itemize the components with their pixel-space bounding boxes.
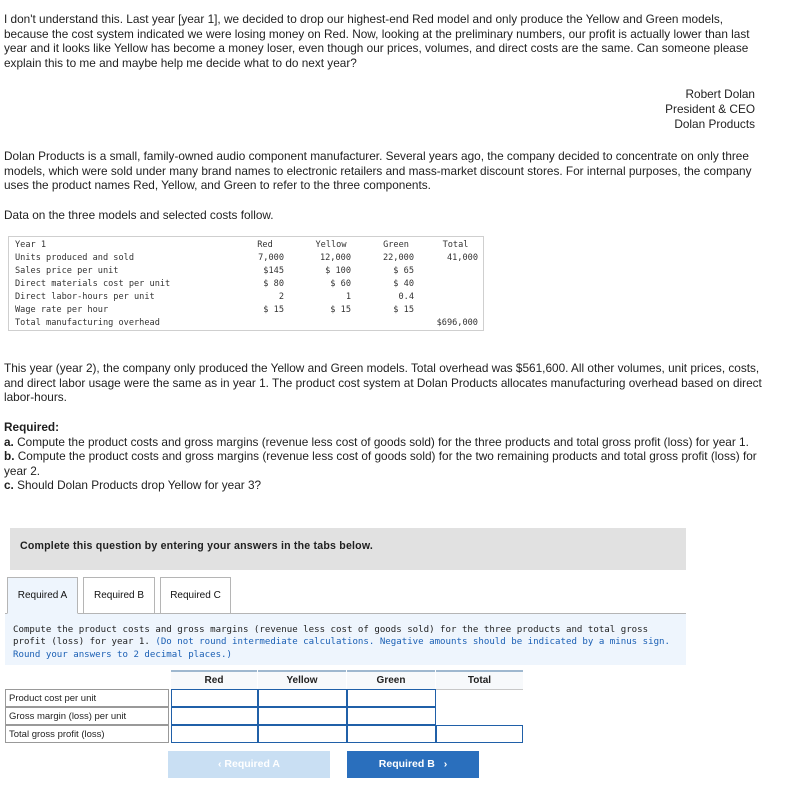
required-b-label: b.	[4, 449, 15, 464]
required-a-text: Compute the product costs and gross margins (revenue less cost of goods sold) for the three products and total gross profit (loss) for year 1.	[13, 434, 749, 449]
prev-button-label: Required A	[224, 758, 281, 770]
row-label: Units produced and sold	[15, 253, 134, 263]
header-yellow: Yellow	[315, 240, 347, 250]
input-product-cost-red[interactable]	[171, 689, 258, 707]
input-gross-profit-yellow[interactable]	[258, 725, 347, 743]
next-required-b-button[interactable]	[347, 751, 479, 778]
signature-block	[665, 87, 755, 132]
tab-required-c[interactable]: Required C	[160, 577, 231, 614]
cell-red: 2	[278, 292, 284, 302]
input-gross-margin-red[interactable]	[171, 707, 258, 725]
cell-green: $ 15	[393, 305, 414, 315]
input-product-cost-green[interactable]	[347, 689, 436, 707]
tab-instruction-panel	[5, 613, 686, 665]
required-section	[4, 420, 764, 493]
required-b	[4, 449, 764, 478]
prev-required-a-button[interactable]	[168, 751, 330, 778]
cell-yellow: 12,000	[319, 253, 351, 263]
required-a-label: a.	[4, 434, 14, 449]
cell-green: $ 40	[393, 279, 414, 289]
row-label-product-cost: Product cost per unit	[5, 689, 169, 707]
column-header-yellow: Yellow	[258, 670, 346, 690]
input-product-cost-yellow[interactable]	[258, 689, 347, 707]
cell-yellow: 1	[345, 292, 351, 302]
row-label: Total manufacturing overhead	[15, 318, 160, 328]
cell-yellow: $ 60	[330, 279, 351, 289]
row-label: Direct labor-hours per unit	[15, 292, 155, 302]
signature-title: President & CEO	[665, 102, 755, 116]
required-c-label: c.	[4, 478, 14, 493]
data-intro: Data on the three models and selected costs follow.	[4, 208, 274, 222]
ceo-complaint: I don't understand this. Last year [year 1], we decided to drop our highest-end Red model and only produce the Yellow and Green models, because the cost system indicated we were losing money on Red. Now, looking at the preliminary numbers, our profit is actually lower than last year and it looks like Yellow has become a money loser, even though our prices, volumes, and direct costs are the same. Can someone please explain this to me and maybe help me decide what to do next year?	[4, 12, 750, 70]
required-c	[4, 478, 764, 493]
cell-yellow: $ 100	[325, 266, 351, 276]
next-button-label: Required B	[378, 758, 435, 770]
banner-text: Complete this question by entering your answers in the tabs below.	[20, 540, 374, 552]
header-green: Green	[383, 240, 409, 250]
column-header-total: Total	[436, 670, 523, 690]
chevron-right-icon: ›	[443, 758, 448, 770]
cell-green: 0.4	[398, 292, 414, 302]
cell-yellow: $ 15	[330, 305, 351, 315]
instruction-note: (Do not round intermediate calculations. Negative amounts should be indicated by a minus sign. Round your answers to 2 decimal places.)	[13, 637, 670, 660]
header-total: Total	[442, 240, 469, 250]
input-gross-profit-red[interactable]	[171, 725, 258, 743]
instructions-banner	[10, 528, 686, 570]
required-title: Required:	[4, 420, 60, 434]
column-header-green: Green	[347, 670, 435, 690]
cell-green: 22,000	[382, 253, 414, 263]
signature-name: Robert Dolan	[685, 87, 755, 101]
cell-red: $ 15	[263, 305, 284, 315]
tab-instruction-text	[13, 624, 681, 661]
row-label: Sales price per unit	[15, 266, 119, 276]
cell-green: $ 65	[393, 266, 414, 276]
input-gross-profit-total[interactable]	[436, 725, 523, 743]
cell-total: $696,000	[436, 318, 478, 328]
tab-required-b[interactable]: Required B	[83, 577, 155, 614]
input-gross-margin-yellow[interactable]	[258, 707, 347, 725]
cell-red: 7,000	[258, 253, 284, 263]
input-gross-profit-green[interactable]	[347, 725, 436, 743]
company-background: Dolan Products is a small, family-owned audio component manufacturer. Several years ago, the company decided to concentrate on only three models, which were sold under many brand names to electronic retailers and mass-market discount stores. For internal purposes, the company uses the product names Red, Yellow, and Green to refer to the three components.	[4, 149, 752, 193]
header-year: Year 1	[15, 240, 47, 250]
signature-company: Dolan Products	[674, 117, 755, 131]
cell-total: 41,000	[446, 253, 478, 263]
cell-red: $ 80	[263, 279, 284, 289]
cost-data-table	[8, 236, 484, 331]
input-gross-margin-green[interactable]	[347, 707, 436, 725]
year2-description: This year (year 2), the company only produced the Yellow and Green models. Total overhead was $561,600. All other volumes, unit prices, costs, and direct labor usage were the same as in year 1. The product cost system at Dolan Products allocates manufacturing overhead based on direct labor-hours.	[4, 361, 762, 405]
instruction-main: Compute the product costs and gross margins (revenue less cost of goods sold) for the three products and total gross profit (loss) for year 1.	[13, 625, 649, 648]
required-b-text: Compute the product costs and gross margins (revenue less cost of goods sold) for the two remaining products and total gross profit (loss) for year 2.	[4, 449, 757, 478]
required-c-text: Should Dolan Products drop Yellow for year 3?	[13, 478, 262, 493]
row-label: Wage rate per hour	[15, 305, 109, 315]
row-label: Direct materials cost per unit	[15, 279, 171, 289]
tab-required-a[interactable]: Required A	[7, 577, 78, 614]
cell-red: $145	[263, 266, 284, 276]
required-a	[4, 435, 764, 450]
row-label-gross-margin: Gross margin (loss) per unit	[5, 707, 169, 725]
column-header-red: Red	[171, 670, 257, 690]
chevron-left-icon: ‹	[217, 758, 222, 770]
header-red: Red	[257, 240, 273, 250]
row-label-total-gross-profit: Total gross profit (loss)	[5, 725, 169, 743]
